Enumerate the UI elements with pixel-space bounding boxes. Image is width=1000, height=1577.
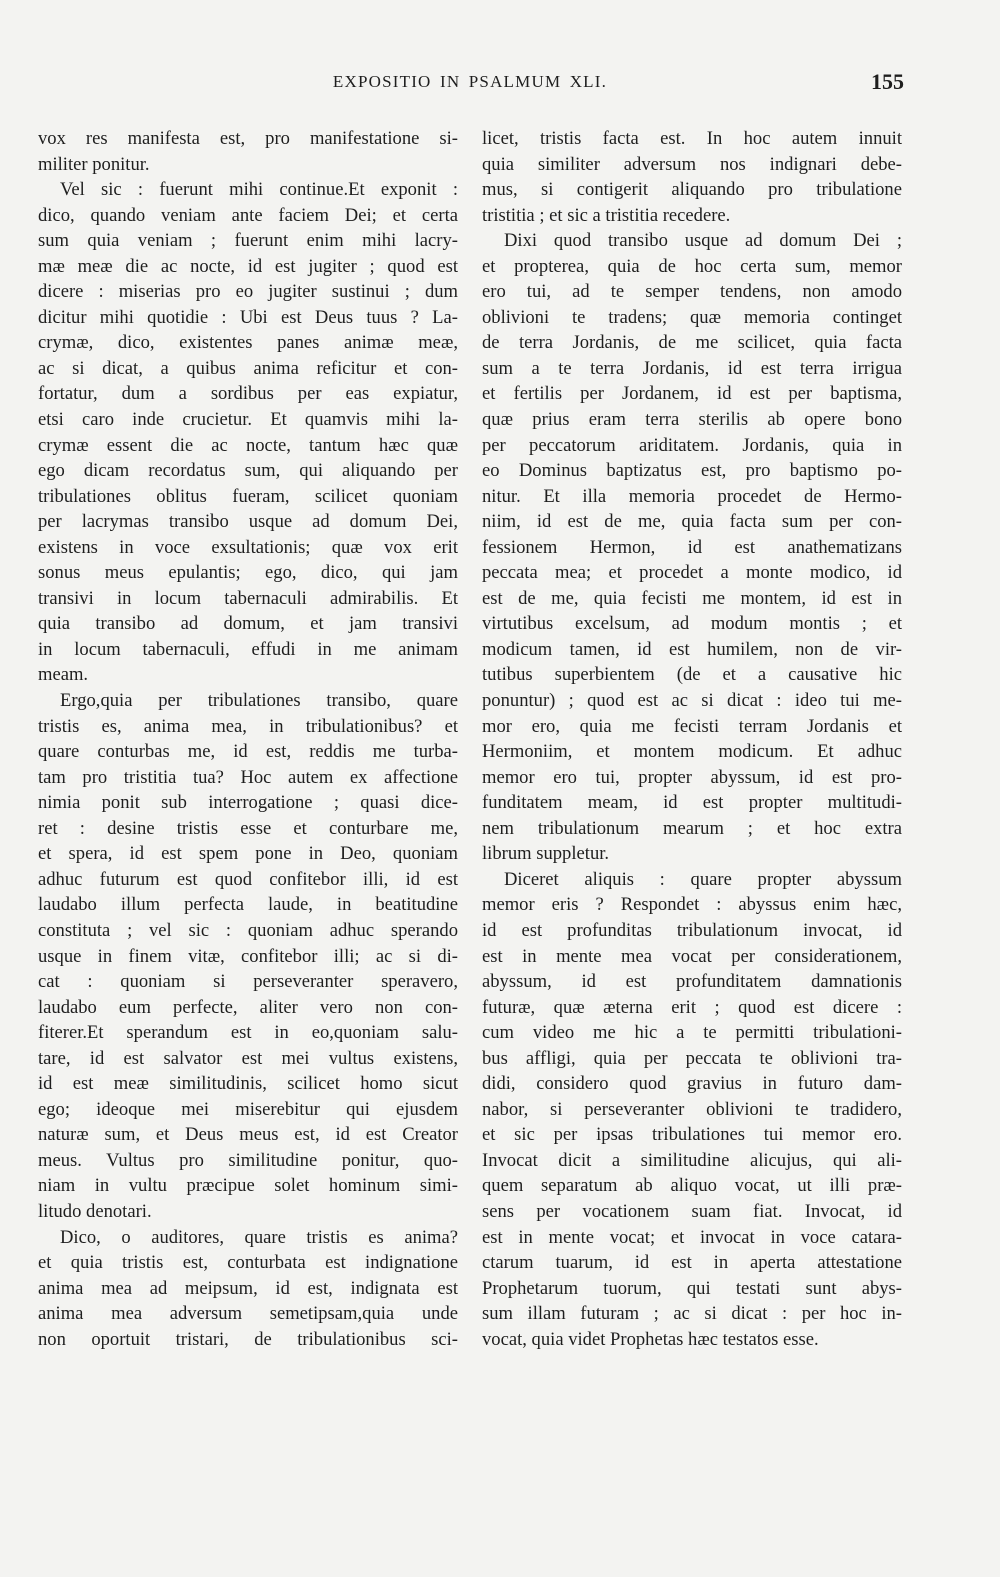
text-line: Invocat dicit a similitudine alicujus, qui ali- xyxy=(482,1149,902,1171)
text-line: nabor, si perseveranter oblivioni te tradidero, xyxy=(482,1098,902,1120)
text-line: futuræ, quæ æterna erit ; quod est dicere : xyxy=(482,996,902,1018)
text-line: transivi in locum tabernaculi admirabilis. Et xyxy=(38,587,458,609)
text-line: ego; ideoque mei miserebitur qui ejusdem xyxy=(38,1098,458,1120)
text-line: abyssum, id est profunditatem damnationis xyxy=(482,971,902,993)
text-line: et spera, id est spem pone in Deo, quoniam xyxy=(38,843,458,865)
text-line: nitur. Et illa memoria procedet de Hermo- xyxy=(482,485,902,507)
text-line: quæ prius eram terra sterilis ab opere bono xyxy=(482,409,902,431)
text-line: non oportuit tristari, de tribulationibus sci- xyxy=(38,1328,458,1350)
text-line: memor eris ? Respondet : abyssus enim hæc, xyxy=(482,894,902,916)
text-line: Dixi quod transibo usque ad domum Dei ; xyxy=(504,230,902,252)
text-line: est in mente vocat; et invocat in voce catara- xyxy=(482,1226,902,1248)
text-line: ponuntur) ; quod est ac si dicat : ideo tui me- xyxy=(482,690,902,712)
text-line: crymæ essent die ac nocte, tantum hæc quæ xyxy=(38,434,458,456)
text-line: sens per vocationem suam fiat. Invocat, id xyxy=(482,1200,902,1222)
text-line: est de me, quia fecisti me montem, id est in xyxy=(482,587,902,609)
text-line: naturæ sum, et Deus meus est, id est Creator xyxy=(38,1124,458,1146)
text-line: et propterea, quia de hoc certa sum, memor xyxy=(482,255,902,277)
text-line: niim, id est de me, quia facta sum per con- xyxy=(482,511,902,533)
text-line: niam in vultu præcipue solet hominum simi- xyxy=(38,1175,458,1197)
text-line: ac si dicat, a quibus anima reficitur et con- xyxy=(38,357,458,379)
text-line: anima mea ad meipsum, id est, indignata est xyxy=(38,1277,458,1299)
text-line: Dico, o auditores, quare tristis es anima? xyxy=(60,1226,458,1248)
text-line: nem tribulationum mearum ; et hoc extra xyxy=(482,817,902,839)
text-line: quia transibo ad domum, et jam transivi xyxy=(38,613,458,635)
text-line: peccata mea; et procedet a monte modico, id xyxy=(482,562,902,584)
text-line: sum illam futuram ; ac si dicat : per hoc in- xyxy=(482,1303,902,1325)
text-line: est in mente mea vocat per considerationem, xyxy=(482,945,902,967)
text-line: meam. xyxy=(38,664,89,686)
text-line: sonus meus epulantis; ego, dico, qui jam xyxy=(38,562,458,584)
text-line: existens in voce exsultationis; quæ vox erit xyxy=(38,536,458,558)
text-line: ego dicam recordatus sum, qui aliquando per xyxy=(38,460,458,482)
text-line: sum quia veniam ; fuerunt enim mihi lacry- xyxy=(38,230,458,252)
text-line: ero tui, ad te semper tendens, non amodo xyxy=(482,281,902,303)
text-line: tristitia ; et sic a tristitia recedere. xyxy=(482,204,731,226)
text-line: ret : desine tristis esse et conturbare me, xyxy=(38,817,458,839)
text-line: Hermoniim, et montem modicum. Et adhuc xyxy=(482,741,902,763)
text-line: laudabo illum perfecta laude, in beatitudine xyxy=(38,894,458,916)
text-line: mus, si contigerit aliquando pro tribulatione xyxy=(482,179,902,201)
text-line: de terra Jordanis, de me scilicet, quia facta xyxy=(482,332,902,354)
text-line: cum video me hic a te permitti tribulationi- xyxy=(482,1022,902,1044)
text-line: tare, id est salvator est mei vultus existens, xyxy=(38,1047,458,1069)
text-line: in locum tabernaculi, effudi in me animam xyxy=(38,638,458,660)
text-line: librum suppletur. xyxy=(482,843,610,865)
text-line: per lacrymas transibo usque ad domum Dei, xyxy=(38,511,458,533)
text-line: constituta ; vel sic : quoniam adhuc sperando xyxy=(38,919,458,941)
text-line: funditatem meam, id est propter multitudi- xyxy=(482,792,902,814)
running-head xyxy=(40,69,904,100)
text-line: dicitur mihi quotidie : Ubi est Deus tuus ? La- xyxy=(38,306,458,328)
text-line: meus. Vultus pro similitudine ponitur, quo- xyxy=(38,1149,458,1171)
text-line: anima mea adversum semetipsam,quia unde xyxy=(38,1303,458,1325)
text-line: vox res manifesta est, pro manifestatione si- xyxy=(38,128,458,149)
text-line: mæ meæ die ac nocte, id est jugiter ; quod est xyxy=(38,255,458,277)
text-line: fortatur, dum a sordibus per eas expiatur, xyxy=(38,383,458,405)
text-line: virtutibus excelsum, ad modum montis ; et xyxy=(482,613,902,635)
text-line: Vel sic : fuerunt mihi continue.Et exponit : xyxy=(60,179,458,201)
text-line: et sic per ipsas tribulationes tui memor ero. xyxy=(482,1124,902,1146)
text-line: nimia ponit sub interrogatione ; quasi dice- xyxy=(38,792,458,814)
text-line: quare conturbas me, id est, reddis me turba- xyxy=(38,741,458,763)
left-column xyxy=(38,126,458,1352)
text-line: fiterer.Et sperandum est in eo,quoniam salu- xyxy=(38,1022,458,1044)
text-line: ctarum tuarum, id est in aperta attestatione xyxy=(482,1252,902,1274)
text-line: per peccatorum ariditatem. Jordanis, quia in xyxy=(482,434,902,456)
text-line: tristis es, anima mea, in tribulationibus? et xyxy=(38,715,458,737)
text-line: oblivioni te tradens; quæ memoria continget xyxy=(482,306,902,328)
text-line: etsi caro inde crucietur. Et quamvis mihi la- xyxy=(38,409,458,431)
text-line: laudabo eum perfecte, aliter vero non con- xyxy=(38,996,458,1018)
text-line: Prophetarum tuorum, qui testati sunt abys- xyxy=(482,1277,902,1299)
text-line: et quia tristis est, conturbata est indignatione xyxy=(38,1252,458,1274)
text-line: licet, tristis facta est. In hoc autem innuit xyxy=(482,128,902,149)
text-line: litudo denotari. xyxy=(38,1200,152,1222)
text-line: usque in finem vitæ, confitebor illi; ac si di- xyxy=(38,945,458,967)
text-line: mor ero, quia me fecisti terram Jordanis et xyxy=(482,715,902,737)
text-line: modicum tamen, id est humilem, non de vir- xyxy=(482,638,902,660)
text-line: crymæ, dico, existentes panes animæ meæ, xyxy=(38,332,458,354)
text-line: militer ponitur. xyxy=(38,153,150,175)
text-line: eo Dominus baptizatus est, pro baptismo po- xyxy=(482,460,902,482)
text-line: id est profunditas tribulationum invocat, id xyxy=(482,919,902,941)
text-line: adhuc futurum est quod confitebor illi, id est xyxy=(38,868,458,890)
text-line: tam pro tristitia tua? Hoc autem ex affectione xyxy=(38,766,458,788)
text-line: dicere : miserias pro eo jugiter sustinui ; dum xyxy=(38,281,458,303)
right-column xyxy=(482,126,902,1352)
text-line: et fertilis per Jordanem, id est per baptisma, xyxy=(482,383,902,405)
text-line: tutibus superbientem (de et a causative hic xyxy=(482,664,902,686)
page-number: 155 xyxy=(871,69,904,94)
text-line: vocat, quia videt Prophetas hæc testatos esse. xyxy=(482,1328,819,1350)
text-line: fessionem Hermon, id est anathematizans xyxy=(482,536,902,558)
text-line: dico, quando veniam ante faciem Dei; et certa xyxy=(38,204,458,226)
text-line: id est meæ similitudinis, scilicet homo sicut xyxy=(38,1073,458,1095)
text-line: memor ero tui, propter abyssum, id est pro- xyxy=(482,766,902,788)
text-line: cat : quoniam si perseveranter speravero, xyxy=(38,971,458,993)
text-line: Diceret aliquis : quare propter abyssum xyxy=(504,868,902,890)
text-line: Ergo,quia per tribulationes transibo, quare xyxy=(60,690,458,712)
text-line: sum a te terra Jordanis, id est terra irrigua xyxy=(482,357,902,379)
running-title: EXPOSITIO IN PSALMUM XLI. xyxy=(332,72,608,91)
text-line: quia similiter adversum nos indignari debe- xyxy=(482,153,902,175)
text-line: tribulationes oblitus fueram, scilicet quoniam xyxy=(38,485,458,507)
text-line: didi, considero quod gravius in futuro dam- xyxy=(482,1073,902,1095)
text-line: quem separatum ab aliquo vocat, ut illi præ- xyxy=(482,1175,902,1197)
text-line: bus affligi, quia per peccata te oblivioni tra- xyxy=(482,1047,902,1069)
